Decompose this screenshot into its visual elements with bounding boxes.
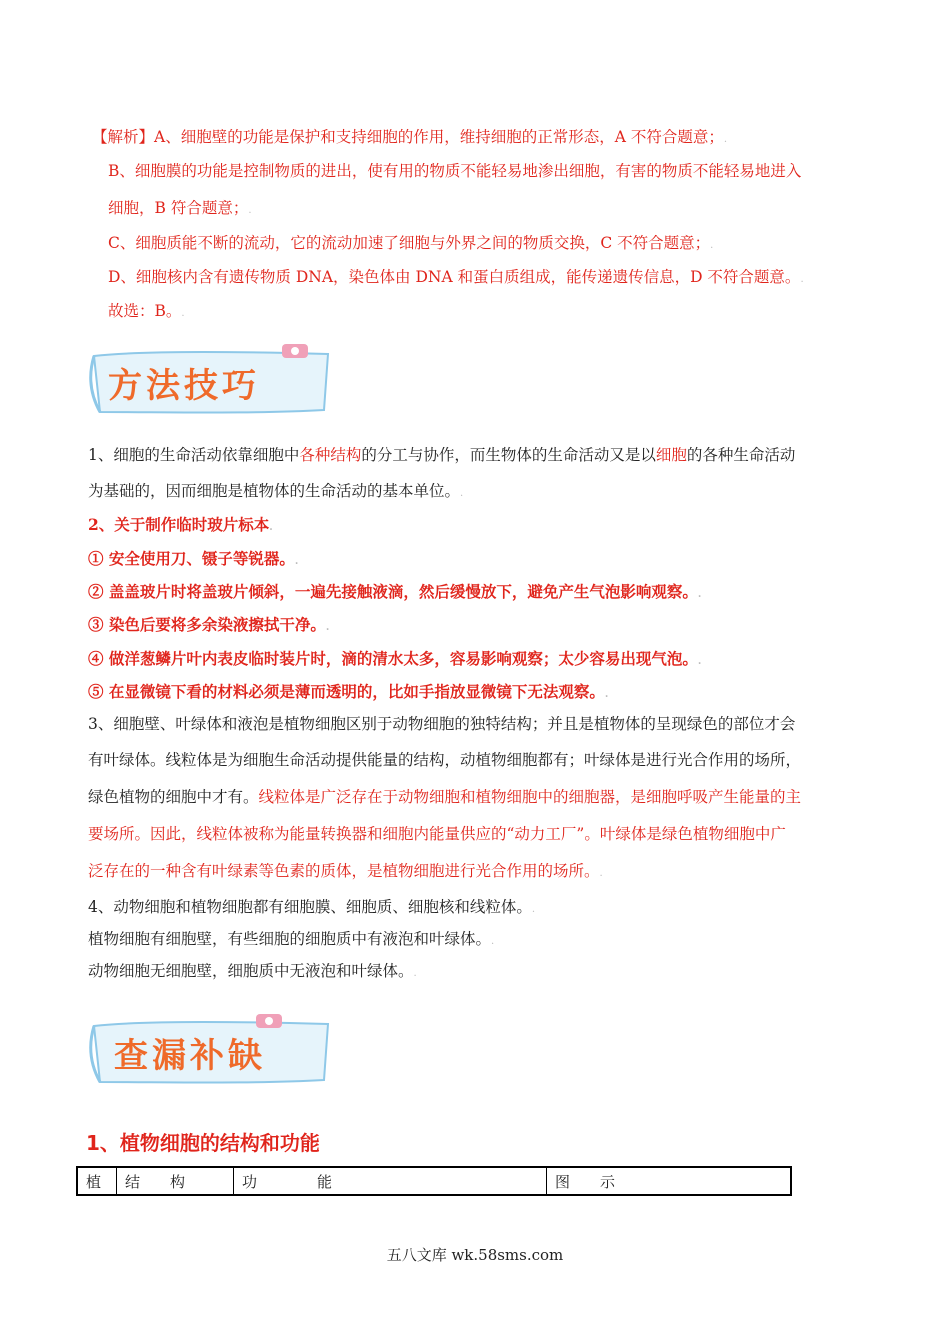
method-p3-line4: 要场所。因此，线粒体被称为能量转换器和细胞内能量供应的“动力工厂”。叶绿体是绿色植物细胞中广	[88, 825, 786, 843]
method-p2-item4: ④ 做洋葱鳞片叶内表皮临时装片时，滴的清水太多，容易影响观察；太少容易出现气泡。.	[88, 649, 702, 668]
analysis-line-a: 【解析】A、细胞壁的功能是保护和支持细胞的作用，维持细胞的正常形态，A 不符合题意；.	[92, 128, 728, 146]
method-p1-line2: 为基础的，因而细胞是植物体的生命活动的基本单位。.	[88, 482, 464, 500]
banner-method-tips-title: 方法技巧	[108, 366, 260, 406]
method-p2-item5: ⑤ 在显微镜下看的材料必须是薄而透明的，比如手指放显微镜下无法观察。.	[88, 682, 609, 701]
method-p3-line3: 绿色植物的细胞中才有。线粒体是广泛存在于动物细胞和植物细胞中的细胞器，是细胞呼吸产生能量的主	[88, 788, 802, 806]
method-p2-item1: ① 安全使用刀、镊子等锐器。.	[88, 549, 299, 568]
banner-fill-gaps	[86, 1012, 346, 1090]
method-p4-line3: 动物细胞无细胞壁，细胞质中无液泡和叶绿体。.	[88, 962, 417, 980]
table-header-cell: 图 示	[547, 1167, 792, 1195]
analysis-option-b-line1: B、细胞膜的功能是控制物质的进出，使有用的物质不能轻易地渗出细胞，有害的物质不能轻易地进入	[108, 162, 802, 180]
method-p3-line5: 泛存在的一种含有叶绿素等色素的质体，是植物细胞进行光合作用的场所。.	[88, 862, 603, 880]
method-p4-line2: 植物细胞有细胞壁，有些细胞的细胞质中有液泡和叶绿体。.	[88, 930, 495, 948]
analysis-label: 【解析】	[92, 128, 155, 146]
analysis-option-b-line2: 细胞，B 符合题意；.	[108, 199, 252, 217]
analysis-option-c: C、细胞质能不断的流动，它的流动加速了细胞与外界之间的物质交换，C 不符合题意；.	[108, 234, 714, 252]
section-heading-plant-cell: 1、植物细胞的结构和功能	[86, 1131, 320, 1155]
method-p2-title: 2、关于制作临时玻片标本.	[88, 515, 273, 534]
table-header-cell: 功 能	[234, 1167, 547, 1195]
table-header-row	[77, 1167, 791, 1195]
method-p1-line1: 1、细胞的生命活动依靠细胞中各种结构的分工与协作，而生物体的生命活动又是以细胞的各种生命活动	[88, 446, 796, 464]
method-p2-item2: ② 盖盖玻片时将盖玻片倾斜，一遍先接触液滴，然后缓慢放下，避免产生气泡影响观察。.	[88, 582, 702, 601]
analysis-option-d: D、细胞核内含有遗传物质 DNA，染色体由 DNA 和蛋白质组成，能传递遗传信息，D 不符合题意。.	[108, 268, 804, 286]
table-header-cell: 植	[77, 1167, 117, 1195]
table-header-cell: 结 构	[117, 1167, 234, 1195]
method-p2-item3: ③ 染色后要将多余染液擦拭干净。.	[88, 615, 330, 634]
method-p3-line2: 有叶绿体。线粒体是为细胞生命活动提供能量的结构，动植物细胞都有；叶绿体是进行光合作用的场所，	[88, 751, 802, 769]
method-p3-line1: 3、细胞壁、叶绿体和液泡是植物细胞区别于动物细胞的独特结构；并且是植物体的呈现绿色的部位才会	[88, 715, 796, 733]
banner-method-tips	[86, 342, 346, 420]
page-footer: 五八文库 wk.58sms.com	[386, 1246, 564, 1264]
plant-cell-table	[76, 1166, 792, 1196]
banner-fill-gaps-title: 查漏补缺	[114, 1036, 266, 1076]
method-p4-line1: 4、动物细胞和植物细胞都有细胞膜、细胞质、细胞核和线粒体。.	[88, 898, 536, 916]
analysis-option-a: A、细胞壁的功能是保护和支持细胞的作用，维持细胞的正常形态，A 不符合题意；	[154, 128, 724, 146]
analysis-answer: 故选：B。.	[108, 302, 185, 320]
